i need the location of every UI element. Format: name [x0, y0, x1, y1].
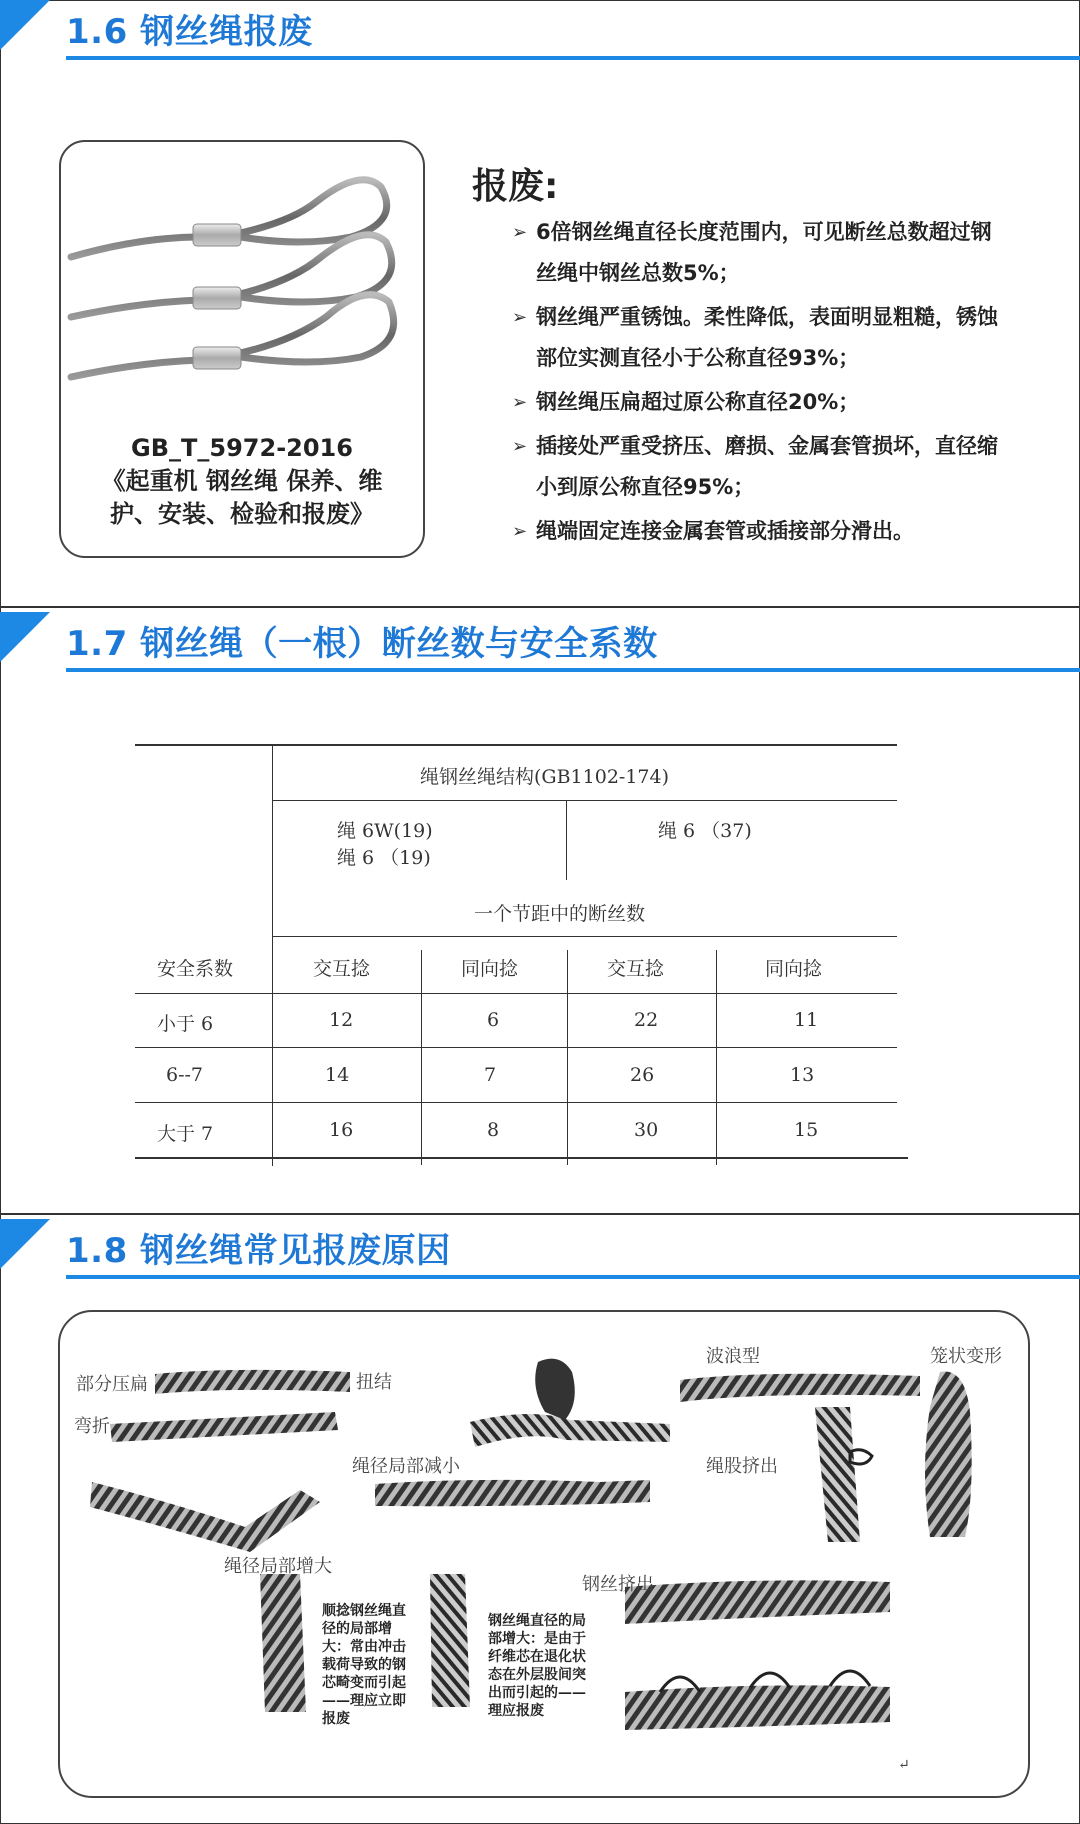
- table-rule: [135, 1102, 897, 1103]
- list-item: ➢ 6倍钢丝绳直径长度范围内，可见断丝总数超过钢丝绳中钢丝总数5%；: [512, 212, 1002, 294]
- chevron-right-icon: ➢: [512, 307, 528, 328]
- standard-name-line2: 护、安装、检验和报废》: [110, 500, 374, 528]
- defect-wire-out: 钢丝挤出: [582, 1574, 654, 1595]
- list-item: ➢ 钢丝绳压扁超过原公称直径20%；: [512, 382, 1002, 423]
- table-cell: 22: [634, 1009, 659, 1031]
- row-label: 小于 6: [157, 1013, 214, 1035]
- list-item: ➢ 绳端固定连接金属套管或插接部分滑出。: [512, 511, 1002, 552]
- table-rule: [272, 936, 897, 937]
- defect-local-reduce: 绳径局部减小: [352, 1456, 460, 1477]
- wire-rope-sling-image: [61, 142, 423, 422]
- section-header-1-7: [0, 612, 1080, 674]
- section-header-1-6: [0, 0, 1080, 62]
- col-safety-factor: 安全系数: [157, 958, 234, 980]
- chevron-right-icon: ➢: [512, 222, 528, 243]
- list-item: ➢ 钢丝绳严重锈蚀。柔性降低，表面明显粗糙，锈蚀部位实测直径小于公称直径93%；: [512, 297, 1002, 379]
- defect-wave: 波浪型: [706, 1346, 760, 1367]
- table-cell: 12: [329, 1009, 354, 1031]
- row-label: 6--7: [166, 1064, 204, 1086]
- rope-type-6w19: 绳 6W(19): [337, 820, 433, 842]
- return-mark: ↵: [898, 1757, 910, 1773]
- table-rule: [567, 950, 568, 1165]
- standard-card: [59, 140, 425, 558]
- section-underline: [66, 668, 1080, 672]
- col-cross-lay: 交互捻: [313, 958, 371, 980]
- chevron-right-icon: ➢: [512, 521, 528, 542]
- section-underline: [66, 1275, 1080, 1279]
- rope-type-6-37: 绳 6 （37): [658, 820, 752, 842]
- table-cell: 11: [794, 1009, 819, 1031]
- col-same-lay: 同向捻: [461, 958, 519, 980]
- table-rule: [272, 800, 897, 801]
- col-cross-lay: 交互捻: [607, 958, 665, 980]
- table-cell: 15: [794, 1119, 819, 1141]
- table-rule: [135, 1047, 897, 1048]
- table-rule: [135, 744, 897, 746]
- defect-partial-flat: 部分压扁: [76, 1374, 148, 1395]
- table-rule: [272, 744, 273, 1166]
- table-rule: [135, 993, 897, 994]
- table-cell: 13: [790, 1064, 815, 1086]
- section-title: 1.7 钢丝绳（一根）断丝数与安全系数: [66, 624, 658, 664]
- chevron-right-icon: ➢: [512, 436, 528, 457]
- table-rule: [566, 800, 567, 880]
- table-cell: 7: [484, 1064, 497, 1086]
- defect-strand-out: 绳股挤出: [706, 1456, 778, 1477]
- section-marker-icon: [0, 612, 50, 662]
- table-rule: [135, 1157, 908, 1159]
- defect-local-increase: 绳径局部增大: [224, 1556, 332, 1577]
- row-label: 大于 7: [157, 1123, 214, 1145]
- table-cell: 26: [630, 1064, 655, 1086]
- structure-header: 绳钢丝绳结构(GB1102-174): [420, 766, 670, 788]
- standard-caption: [61, 432, 423, 531]
- table-rule: [716, 950, 717, 1165]
- list-item: ➢ 插接处严重受挤压、磨损、金属套管损坏，直径缩小到原公称直径95%；: [512, 426, 1002, 508]
- defects-panel: [58, 1310, 1030, 1798]
- section-title: 1.6 钢丝绳报废: [66, 12, 313, 52]
- section-divider: [0, 606, 1080, 608]
- section-title: 1.8 钢丝绳常见报废原因: [66, 1231, 451, 1271]
- defect-bend: 弯折: [74, 1416, 110, 1437]
- note-core-distortion: 顺捻钢丝绳直径的局部增大：常由冲击载荷导致的钢芯畸变而引起——理应立即报废: [322, 1603, 406, 1727]
- rope-type-6-19: 绳 6 （19): [337, 847, 431, 869]
- section-header-1-8: [0, 1219, 1080, 1281]
- broken-wire-header: 一个节距中的断丝数: [474, 903, 646, 925]
- section-marker-icon: [0, 0, 50, 50]
- chevron-right-icon: ➢: [512, 392, 528, 413]
- table-cell: 14: [325, 1064, 350, 1086]
- table-cell: 6: [487, 1009, 500, 1031]
- standard-code: GB_T_5972-2016: [131, 434, 353, 462]
- table-cell: 8: [487, 1119, 500, 1141]
- scrap-title: 报废:: [472, 166, 559, 207]
- standard-name-line1: 《起重机 钢丝绳 保养、维: [101, 467, 383, 495]
- table-cell: 30: [634, 1119, 659, 1141]
- section-underline: [66, 56, 1080, 60]
- section-marker-icon: [0, 1219, 50, 1269]
- defect-cage: 笼状变形: [930, 1346, 1002, 1367]
- section-divider: [0, 1213, 1080, 1215]
- note-fiber-core: 钢丝绳直径的局部增大：是由于纤维芯在退化状态在外层股间突出而引起的——理应报废: [488, 1613, 586, 1719]
- rope-defect-images: [60, 1312, 1028, 1796]
- col-same-lay: 同向捻: [765, 958, 823, 980]
- table-cell: 16: [329, 1119, 354, 1141]
- defect-kink: 扭结: [356, 1372, 392, 1393]
- table-rule: [421, 950, 422, 1165]
- scrap-criteria-list: [512, 212, 1002, 555]
